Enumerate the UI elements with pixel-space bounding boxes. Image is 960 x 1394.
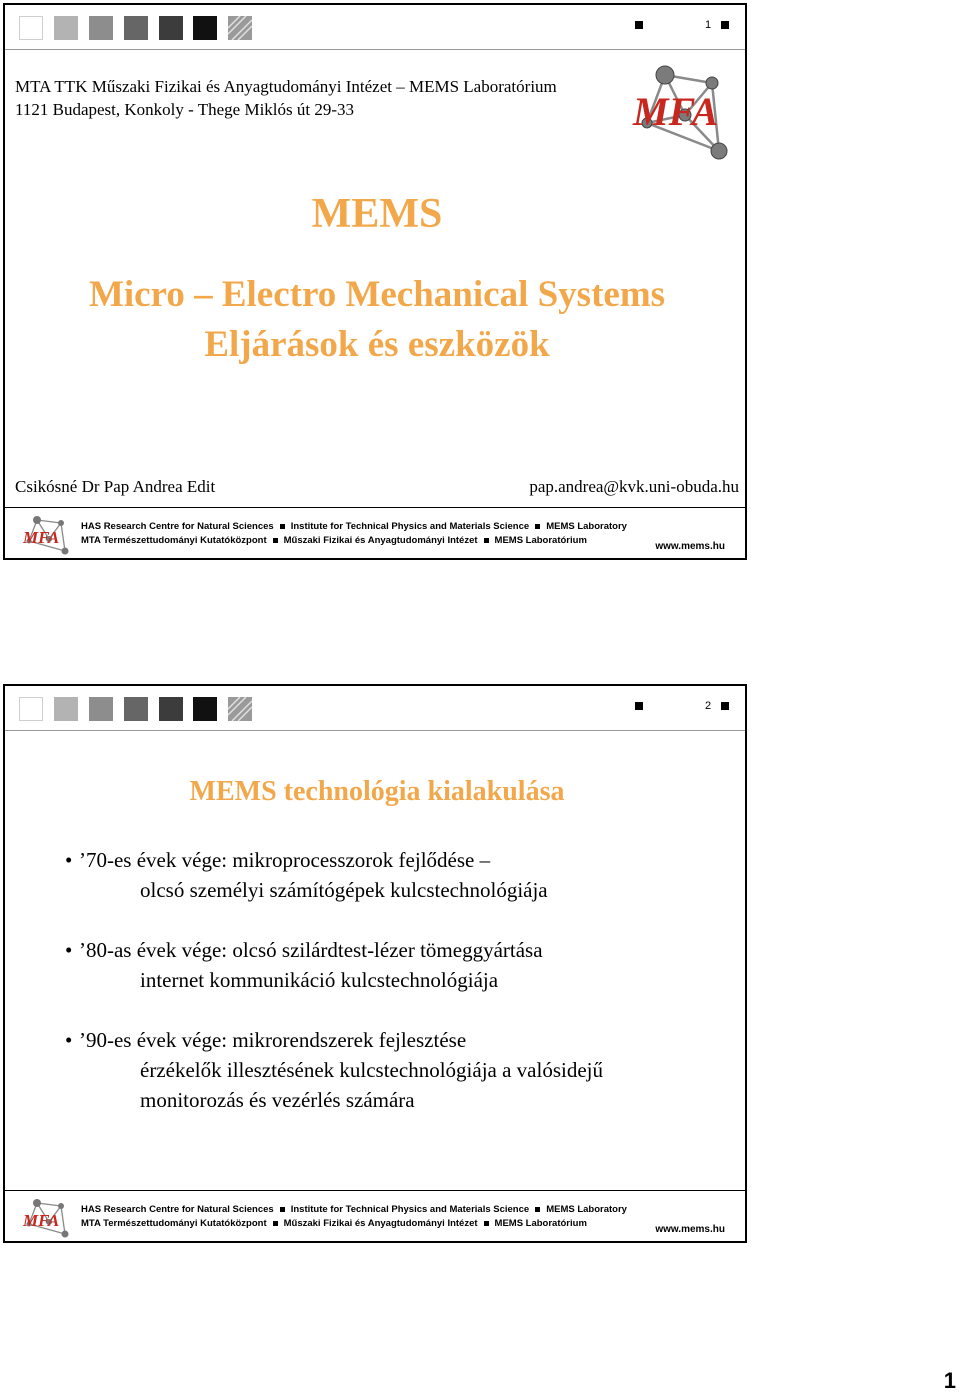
institute-name: MTA TTK Műszaki Fizikai és Anyagtudományi Intézet – MEMS Laboratórium <box>15 77 557 96</box>
mfa-logo <box>627 63 737 163</box>
footer-divider <box>5 507 745 508</box>
footer-url: www.mems.hu <box>655 1224 725 1235</box>
gray-square <box>54 697 78 721</box>
footer-institute-hu: MTA Természettudományi Kutatóközpont Műszaki Fizikai és Anyagtudományi Intézet MEMS Laboratórium <box>81 535 587 546</box>
bullet-continuation: monitorozás és vezérlés számára <box>140 1088 415 1112</box>
black-square <box>193 16 217 40</box>
gray-square <box>124 697 148 721</box>
slide-page-number: 2 <box>705 700 712 712</box>
page-marker <box>635 21 643 29</box>
svg-text:MFA: MFA <box>23 1211 60 1230</box>
texture-square-icon <box>228 16 252 40</box>
footer-divider <box>5 1190 745 1191</box>
bullet-continuation: internet kommunikáció kulcstechnológiája <box>140 968 499 992</box>
svg-text:MFA: MFA <box>23 528 60 547</box>
author-name: Csikósné Dr Pap Andrea Edit <box>15 477 216 496</box>
gray-square <box>159 697 183 721</box>
page-marker <box>721 702 729 710</box>
footer-institute-hu: MTA Természettudományi Kutatóközpont Műszaki Fizikai és Anyagtudományi Intézet MEMS Laboratórium <box>81 1218 587 1229</box>
mfa-footer-logo <box>19 515 75 555</box>
bullet-dot: • <box>65 938 73 962</box>
slide-1 <box>3 3 747 560</box>
document-page-number: 1 <box>943 1368 956 1393</box>
page-marker <box>721 21 729 29</box>
footer-institute-en: HAS Research Centre for Natural Sciences Institute for Technical Physics and Materials Science MEMS Laboratory <box>81 521 627 532</box>
slide-topbar <box>5 686 745 730</box>
topbar-divider <box>5 730 745 731</box>
footer-institute-en: HAS Research Centre for Natural Sciences Institute for Technical Physics and Materials Science MEMS Laboratory <box>81 1204 627 1215</box>
institute-address: 1121 Budapest, Konkoly - Thege Miklós út 29-33 <box>15 100 355 119</box>
slide-footer <box>5 1194 745 1242</box>
gray-square <box>124 16 148 40</box>
texture-square-icon <box>228 697 252 721</box>
slide-subtitle: Eljárások és eszközök <box>204 324 550 365</box>
footer-url: www.mems.hu <box>655 541 725 552</box>
gray-square <box>89 16 113 40</box>
author-email: pap.andrea@kvk.uni-obuda.hu <box>529 477 739 496</box>
bullet-dot: • <box>65 1028 73 1052</box>
slide-subtitle: Micro – Electro Mechanical Systems <box>88 274 666 315</box>
page-marker <box>635 702 643 710</box>
svg-text:MFA: MFA <box>633 89 719 134</box>
bullet-continuation: olcsó személyi számítógépek kulcstechnológiája <box>140 878 548 902</box>
slide-title: MEMS <box>311 191 443 237</box>
gray-square <box>89 697 113 721</box>
bullet-continuation: érzékelők illesztésének kulcstechnológiája a valósidejű <box>140 1058 603 1082</box>
bullet-dot: • <box>65 848 73 872</box>
mfa-footer-logo <box>19 1198 75 1238</box>
slide-page-number: 1 <box>705 19 712 31</box>
slide-topbar <box>5 5 745 49</box>
gray-square <box>19 16 43 40</box>
gray-square <box>54 16 78 40</box>
black-square <box>193 697 217 721</box>
slide-title: MEMS technológia kialakulása <box>189 776 565 807</box>
gray-square <box>159 16 183 40</box>
slide-2: 2 MEMS technológia kialakulása • ’70-es évek vége: mikroprocesszorok fejlődése – olcsó személyi számítógépek kulcstechnológiája • ’80-as évek vége: olcsó szilárdtest-lézer tömeggyártása internet kommunikáció kulcstechnológiája • ’90-es évek vége: mikrorendszerek fejlesztése érzékelők illesztésének kulcstechnológiája a valósidejű monitorozás és vezérlés számára MFA HAS Research Centre for Natural Sciences Institute for Technical Physics and Materials Science MEMS Laboratory MTA Természettudományi Kutatóközpont Műszaki Fizikai és Anyagtudományi Intézet MEMS Laboratórium www.mems.hu <box>3 684 747 1243</box>
slide-footer <box>5 511 745 559</box>
topbar-divider <box>5 49 745 50</box>
gray-square <box>19 697 43 721</box>
